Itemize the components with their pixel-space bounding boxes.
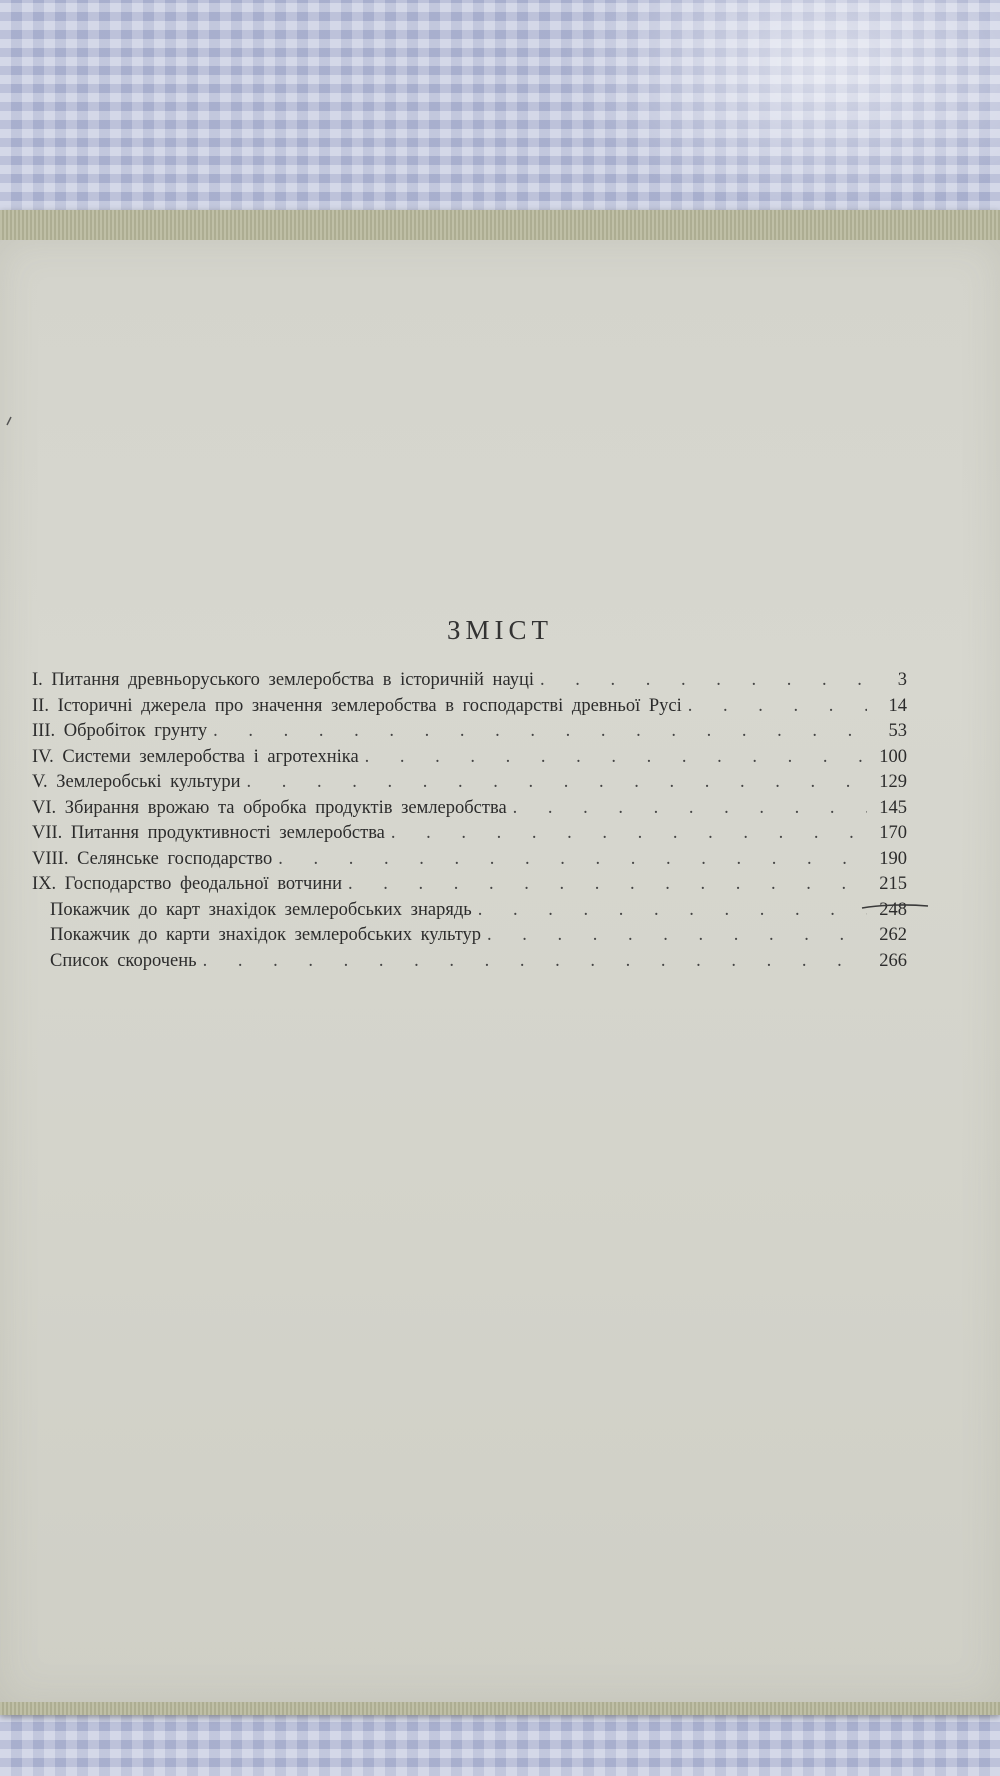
toc-entry-label: II. Історичні джерела про значення землеробства в господарстві древньої Русі	[32, 695, 682, 716]
toc-entry-label: III. Обробіток грунту	[32, 721, 208, 741]
leader-dots	[391, 821, 867, 847]
toc-entry-label: V. Землеробські культури	[32, 772, 241, 792]
leader-dots	[513, 796, 867, 822]
toc-entry	[32, 847, 907, 873]
leader-dots	[348, 872, 867, 898]
toc-entry-page: 262	[879, 925, 907, 945]
toc-entry	[32, 770, 907, 796]
leader-dots	[213, 719, 867, 745]
toc-entry-label: Покажчик до карт знахідок землеробських знарядь	[50, 899, 472, 920]
toc-entry-label: VII. Питання продуктивності землеробства	[32, 823, 385, 843]
toc-entries	[32, 668, 907, 974]
leader-dots	[365, 745, 867, 771]
toc-entry	[32, 796, 907, 822]
toc-entry	[32, 719, 907, 745]
toc-entry-page: 53	[888, 721, 907, 741]
toc-entry	[32, 694, 907, 720]
toc-entry-page: 170	[879, 823, 907, 843]
leader-dots	[478, 898, 867, 924]
toc-entry	[32, 821, 907, 847]
toc-entry	[32, 745, 907, 771]
toc-entry-page: 145	[879, 797, 907, 818]
leader-dots	[247, 770, 867, 796]
pen-underline-mark	[860, 902, 930, 912]
toc-entry-label: Покажчик до карти знахідок землеробських культур	[50, 925, 482, 945]
toc-entry-page: 3	[897, 670, 907, 690]
toc-entry-page: 129	[879, 772, 907, 792]
toc-entry-page: 266	[879, 950, 907, 971]
leader-dots	[540, 668, 867, 694]
toc-entry-page: 100	[879, 746, 907, 767]
toc-entry-label: IX. Господарство феодальної вотчини	[32, 874, 343, 894]
toc-entry-label: IV. Системи землеробства і агротехніка	[32, 746, 359, 767]
book-page	[0, 240, 1000, 1702]
toc-entry-label: I. Питання древньоруського землеробства в історичній науці	[32, 670, 535, 690]
toc-entry-label: VI. Збирання врожаю та обробка продуктів землеробства	[32, 797, 507, 818]
toc-entry	[32, 898, 907, 924]
toc-title: ЗМІСТ	[446, 615, 554, 645]
leader-dots	[278, 847, 867, 873]
toc-entry	[32, 668, 907, 694]
toc-entry-page: 190	[879, 848, 907, 869]
toc-entry	[32, 872, 907, 898]
toc-entry	[32, 949, 907, 975]
light-glare	[560, 0, 1000, 215]
page-scuff-mark	[6, 416, 12, 426]
toc-entry-label: VIII. Селянське господарство	[32, 848, 273, 869]
leader-dots	[487, 923, 867, 949]
toc-entry-label: Список скорочень	[50, 950, 197, 971]
toc-entry-page: 248	[879, 899, 907, 920]
toc-entry-page: 14	[888, 695, 907, 716]
toc-entry	[32, 923, 907, 949]
leader-dots	[688, 694, 867, 720]
leader-dots	[203, 949, 867, 975]
toc-entry-page: 215	[879, 874, 907, 894]
